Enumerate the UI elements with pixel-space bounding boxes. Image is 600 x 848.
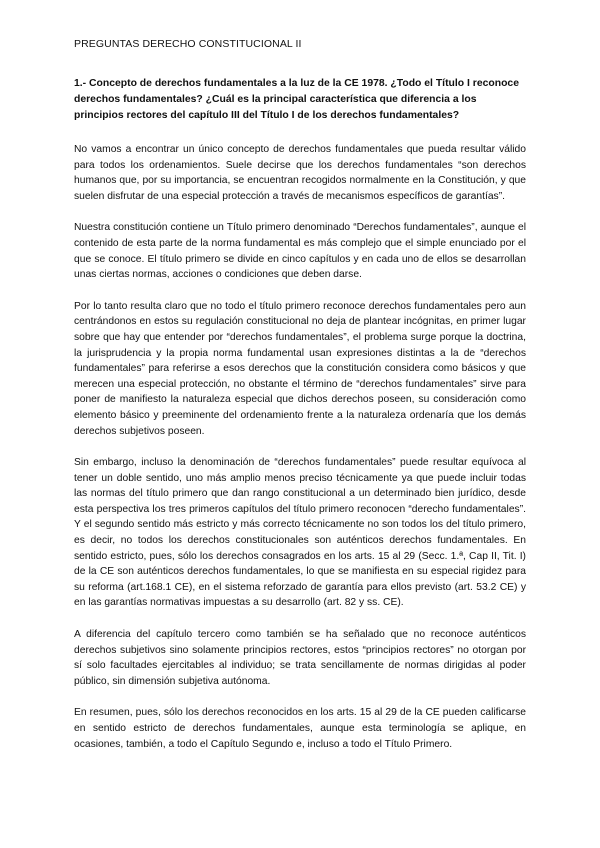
paragraph-2: Nuestra constitución contiene un Título primero denominado “Derechos fundamentales”, aunque el contenido de esta parte de la norma fundamental es más complejo que el simple enunciado por el que se conoce. El título primero se divide en cinco capítulos y en cada uno de ellos se desarrollan unas ciertas normas, acciones o condiciones que deben darse. (74, 222, 526, 281)
paragraph-4: Sin embargo, incluso la denominación de “derechos fundamentales” puede resultar equívoca al tener un doble sentido, uno más amplio menos preciso técnicamente ya que puede incluir todas las normas del título primero que dan rango constitucional a un determinado bien jurídico, desde esta perspectiva los tres primeros capítulos del título primero reconocen “derecho fundamentales”. Y el segundo sentido más estricto y más correcto técnicamente no son todos los del título primero, es decir, no todos los derechos constitucionales son auténticos derechos fundamentales. En sentido estricto, pues, sólo los derechos consagrados en los arts. 15 al 29 (Secc. 1.ª, Cap II, Tit. I) de la CE son auténticos derechos fundamentales, lo que se manifiesta en su especial rigidez para su reforma (art.168.1 CE), en el sistema reforzado de garantía para ellos previsto (art. 53.2 CE) y en las garantías normativas impuestas a su desarrollo (art. 82 y ss. CE). (74, 457, 526, 609)
running-header: PREGUNTAS DERECHO CONSTITUCIONAL II (74, 38, 302, 50)
paragraph-6: En resumen, pues, sólo los derechos reconocidos en los arts. 15 al 29 de la CE pueden calificarse en sentido estricto de derechos fundamentales, aunque esta terminología se aplique, en ocasiones, también, a todo el Capítulo Segundo e, incluso a todo el Título Primero. (74, 707, 526, 750)
paragraph-3: Por lo tanto resulta claro que no todo el título primero reconoce derechos fundamentales pero aun centrándonos en estos su regulación constitucional no deja de plantear incógnitas, en primer lugar sobre que hay que entender por “derechos fundamentales”, el problema surge porque la doctrina, la jurisprudencia y la propia norma fundamental usan expresiones distintas a la de “derechos fundamentales” para referirse a esos derechos que la constitución considera como básicos y que merecen una especial protección, no obstante el término de “derechos fundamentales” sirve para poner de manifiesto la naturaleza especial que dichos derechos poseen, su consideración como elemento básico y preeminente del ordenamiento frente a la naturaleza ordenaría que los demás derechos subjetivos poseen. (74, 300, 526, 437)
paragraph-1: No vamos a encontrar un único concepto de derechos fundamentales que pueda resultar válido para todos los ordenamientos. Suele decirse que los derechos fundamentales “son derechos humanos que, por su importancia, se encuentran recogidos normalmente en la Constitución, y que suelen disfrutar de una especial protección a través de mecanismos específicos de garantías”. (74, 144, 526, 202)
paragraph-5: A diferencia del capítulo tercero como también se ha señalado que no reconoce auténticos derechos subjetivos sino solamente principios rectores, estos “principios rectores” no otorgan por sí solo facultades ejercitables al individuo; se trata sencillamente de normas dirigidas al poder público, sin dimensión subjetiva autónoma. (74, 629, 526, 687)
question-heading: 1.- Concepto de derechos fundamentales a la luz de la CE 1978. ¿Todo el Título I reconoce derechos fundamentales? ¿Cuál es la principal característica que diferencia a los principios rectores del capítulo III del Título I de los derechos fundamentales? (74, 78, 519, 121)
